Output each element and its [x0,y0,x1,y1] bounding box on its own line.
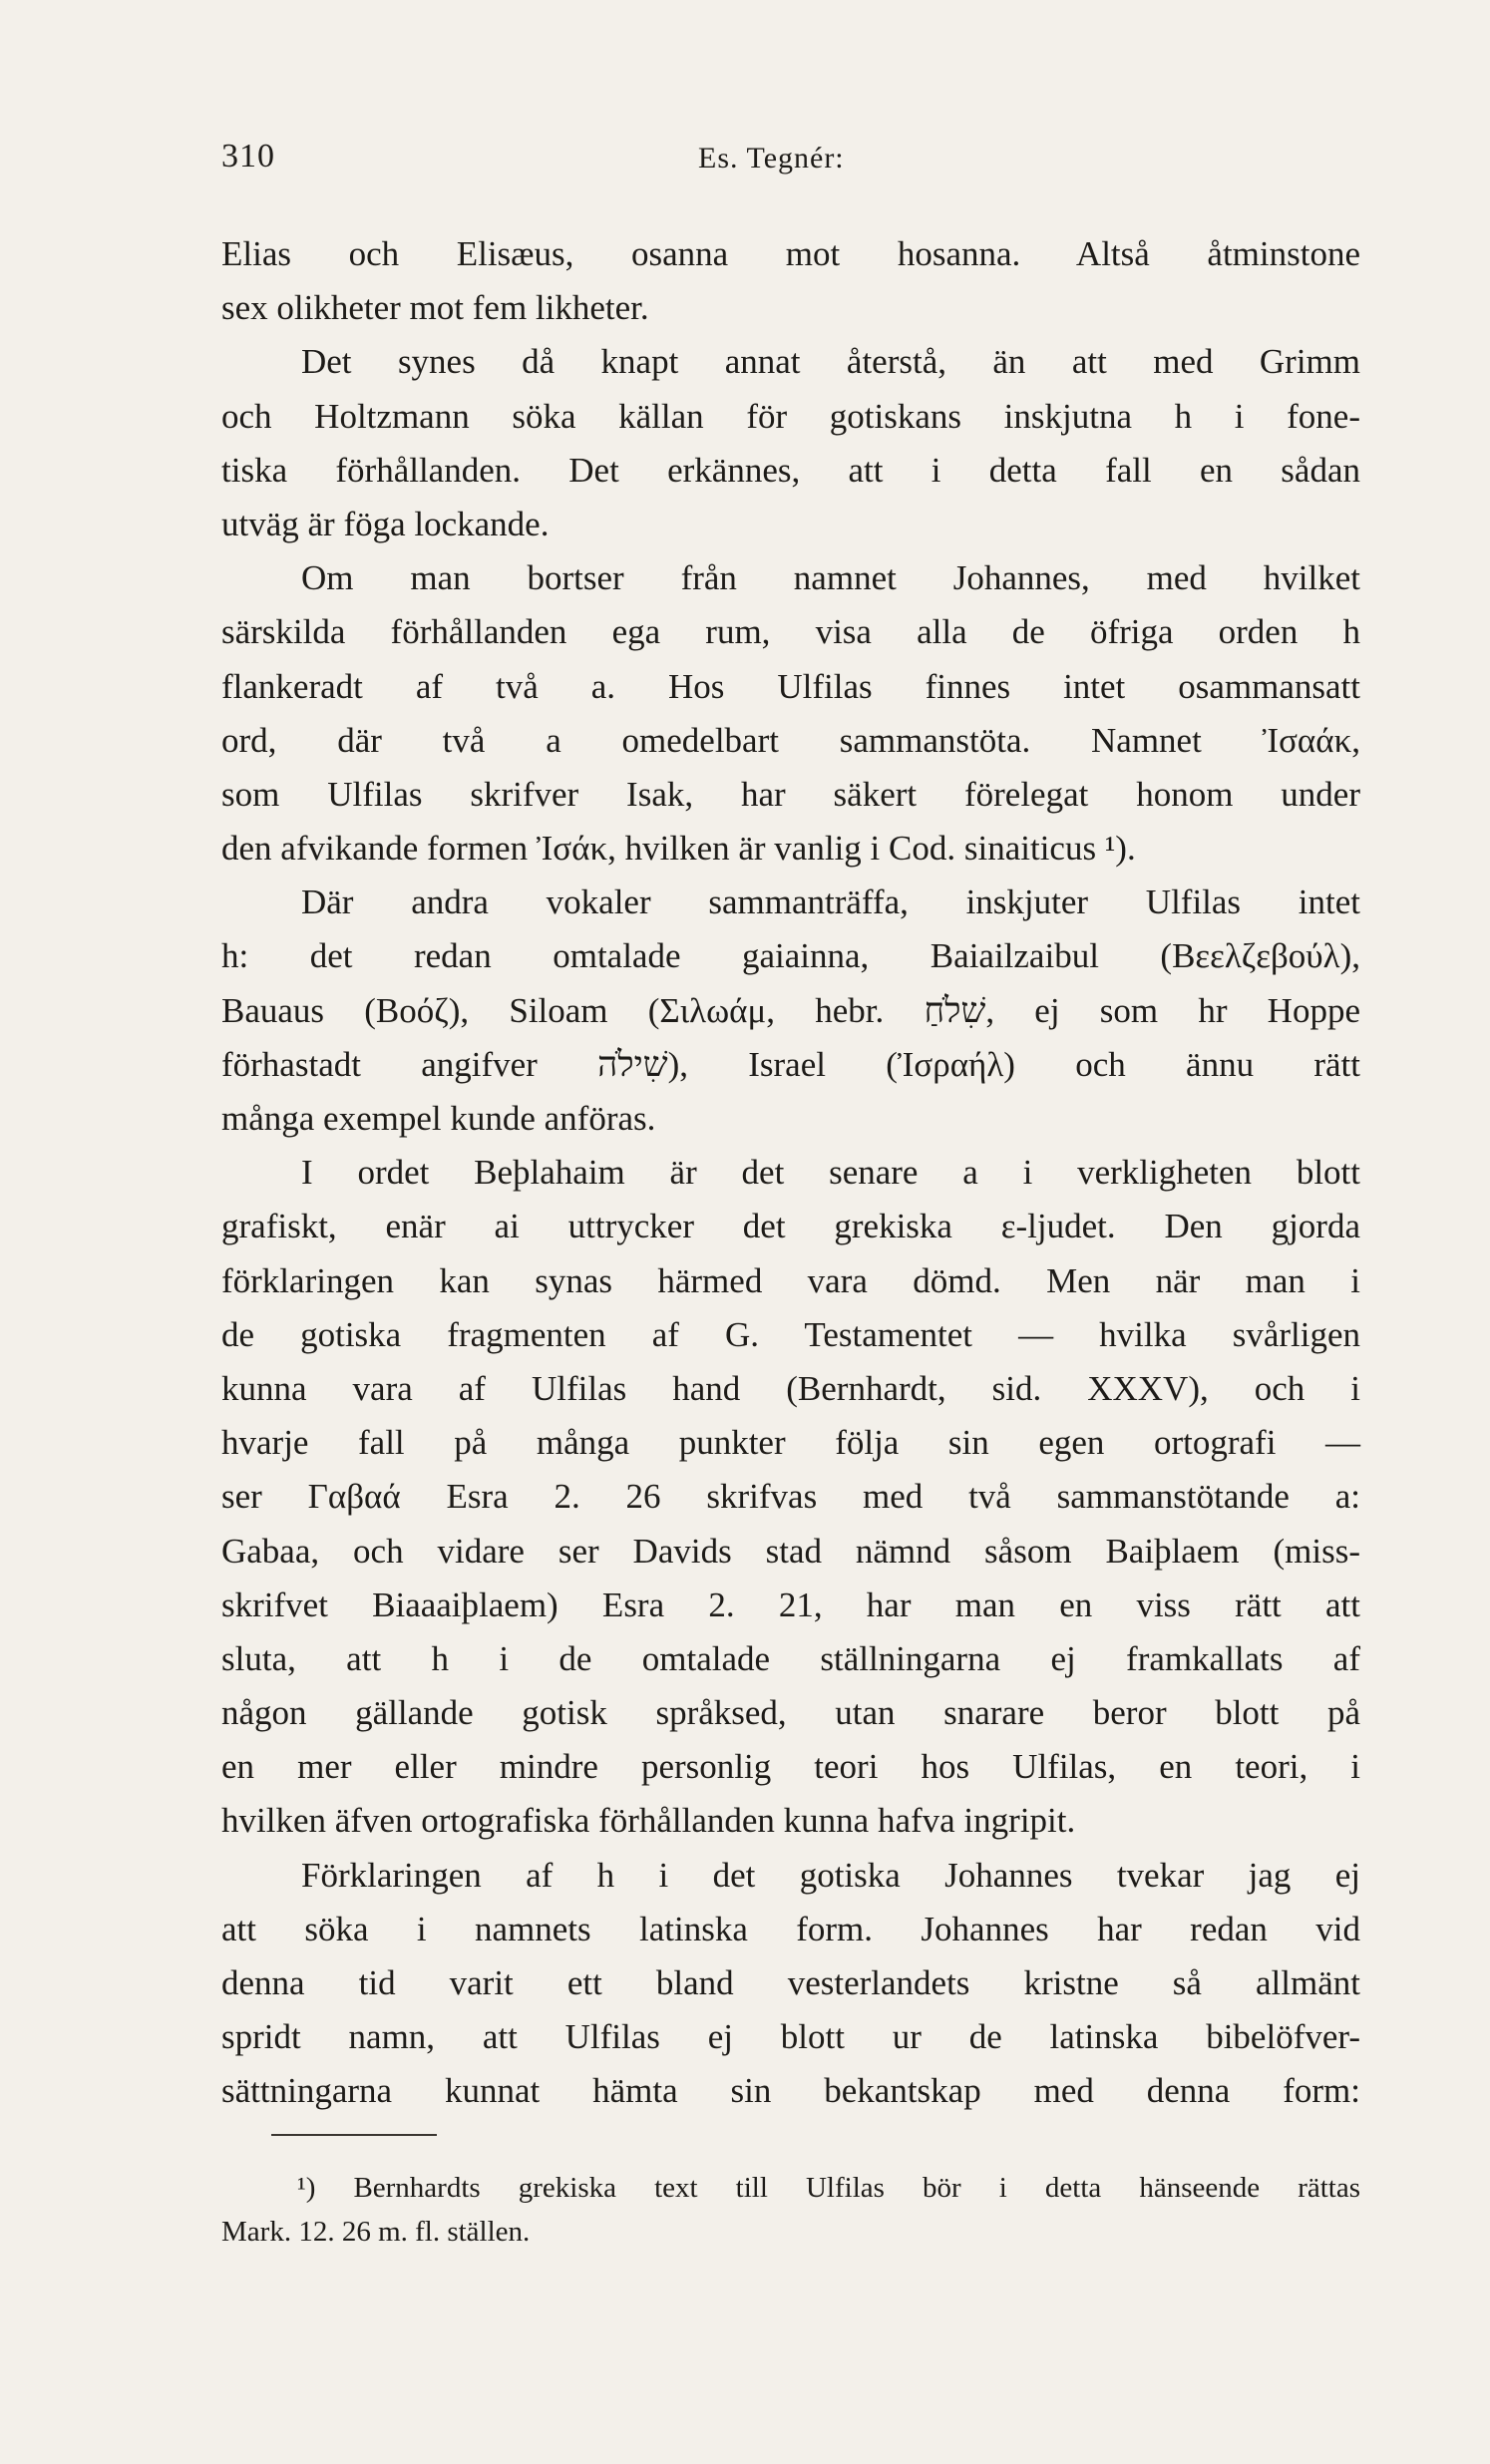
text-line: Gabaa, och vidare ser Davids stad nämnd såsom Baiþlaem (miss- [221,1531,1360,1571]
text-line: Om man bortser från namnet Johannes, med hvilket [301,558,1360,598]
text-line: många exempel kunde anföras. [221,1099,656,1138]
text-line: flankeradt af två a. Hos Ulfilas finnes intet osammansatt [221,666,1360,706]
text-line: tiska förhållanden. Det erkännes, att i detta fall en sådan [221,450,1360,490]
text-line: och Holtzmann söka källan för gotiskans inskjutna h i fone- [221,396,1360,436]
text-line: hvarje fall på många punkter följa sin egen ortografi — [221,1423,1360,1463]
text-line: spridt namn, att Ulfilas ej blott ur de latinska bibelöfver- [221,2017,1360,2057]
text-line: grafiskt, enär ai uttrycker det grekiska ε-ljudet. Den gjorda [221,1207,1360,1246]
text-line: I ordet Beþlahaim är det senare a i verkligheten blott [301,1153,1360,1193]
running-head: Es. Tegnér: [698,142,845,175]
text-line: förhastadt angifver שִׁילֹה), Israel (Ἰσραήλ) och ännu rätt [221,1044,1360,1084]
text-line: h: det redan omtalade gaiainna, Baiailzaibul (Βεελζεβούλ), [221,936,1360,976]
text-line: sättningarna kunnat hämta sin bekantskap med denna form: [221,2071,1360,2111]
body-text [221,227,1360,2119]
text-line: ser Γαβαά Esra 2. 26 skrifvas med två sammanstötande a: [221,1477,1360,1517]
text-line: den afvikande formen Ἰσάκ, hvilken är vanlig i Cod. sinaiticus ¹). [221,829,1136,869]
text-line: Elias och Elisæus, osanna mot hosanna. Altså åtminstone [221,234,1360,273]
text-line: sluta, att h i de omtalade ställningarna ej framkallats af [221,1638,1360,1678]
text-line: Förklaringen af h i det gotiska Johannes tvekar jag ej [301,1855,1360,1895]
text-line: att söka i namnets latinska form. Johannes har redan vid [221,1909,1360,1948]
text-line: sex olikheter mot fem likheter. [221,288,649,328]
text-line: förklaringen kan synas härmed vara dömd. Men när man i [221,1260,1360,1300]
text-line: de gotiska fragmenten af G. Testamentet — hvilka svårligen [221,1314,1360,1354]
text-line: som Ulfilas skrifver Isak, har säkert förelegat honom under [221,774,1360,814]
text-line: utväg är föga lockande. [221,504,550,543]
footnote-line: ¹) Bernhardts grekiska text till Ulfilas bör i detta hänseende rättas [297,2172,1360,2204]
text-line: Det synes då knapt annat återstå, än att med Grimm [301,342,1360,382]
footnotes [221,2166,1360,2254]
text-line: särskilda förhållanden ega rum, visa alla de öfriga orden h [221,612,1360,652]
text-line: någon gällande gotisk språksed, utan snarare beror blott på [221,1693,1360,1733]
text-line: denna tid varit ett bland vesterlandets kristne så allmänt [221,1963,1360,2002]
text-line: skrifvet Biaaaiþlaem) Esra 2. 21, har man en viss rätt att [221,1584,1360,1624]
text-line: hvilken äfven ortografiska förhållanden kunna hafva ingripit. [221,1801,1076,1841]
text-line: Där andra vokaler sammanträffa, inskjuter Ulfilas intet [301,882,1360,922]
text-line: ord, där två a omedelbart sammanstöta. Namnet Ἰσαάκ, [221,720,1360,760]
footnote-rule [271,2134,437,2136]
footnote-line: Mark. 12. 26 m. fl. ställen. [221,2216,531,2248]
text-line: kunna vara af Ulfilas hand (Bernhardt, sid. XXXV), och i [221,1368,1360,1408]
page-number: 310 [221,138,275,175]
text-line: Bauaus (Βοόζ), Siloam (Σιλωάμ, hebr. שִׁלֹחַ, ej som hr Hoppe [221,990,1360,1030]
text-line: en mer eller mindre personlig teori hos Ulfilas, en teori, i [221,1747,1360,1787]
page-header [221,138,1368,187]
